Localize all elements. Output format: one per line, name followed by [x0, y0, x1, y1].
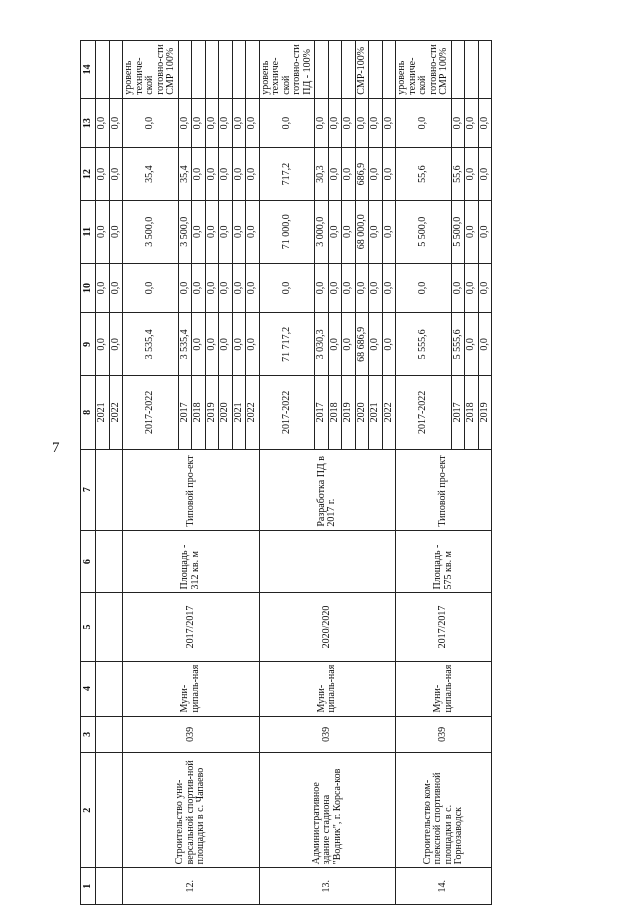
- value-cell: 0,0: [342, 263, 356, 313]
- project-period: 2020/2020: [259, 593, 396, 661]
- value-cell: 0,0: [355, 263, 369, 313]
- value-cell: 0,0: [96, 263, 110, 313]
- project-ownership: Муни-ципаль-ная: [123, 661, 260, 716]
- year-cell: 2021: [96, 376, 110, 449]
- value-cell: 3 030,3: [315, 313, 329, 376]
- year-cell: 2017: [315, 376, 329, 449]
- header-cell: 6: [81, 530, 96, 593]
- value-cell: 0,0: [342, 98, 356, 148]
- note-cell: уровень техниче-ской готовно-сти ПД - 100%: [259, 41, 315, 99]
- value-cell: 0,0: [328, 313, 342, 376]
- value-cell: 0,0: [123, 263, 179, 313]
- table-body: [81, 41, 492, 905]
- year-cell: 2020: [219, 376, 233, 449]
- value-cell: 0,0: [369, 98, 383, 148]
- table-row: [96, 41, 110, 905]
- value-cell: 0,0: [355, 98, 369, 148]
- value-cell: 0,0: [465, 263, 479, 313]
- year-cell: 2022: [246, 376, 260, 449]
- value-cell: 717,2: [259, 148, 315, 200]
- value-cell: 0,0: [342, 313, 356, 376]
- value-cell: 30,3: [315, 148, 329, 200]
- year-cell: 2019: [478, 376, 492, 449]
- value-cell: 3 000,0: [315, 200, 329, 263]
- value-cell: 0,0: [232, 98, 246, 148]
- value-cell: 0,0: [192, 98, 206, 148]
- year-cell: 2017-2022: [259, 376, 315, 449]
- header-cell: 2: [81, 753, 96, 868]
- project-code: 039: [123, 716, 260, 753]
- value-cell: 0,0: [451, 98, 465, 148]
- year-cell: 2019: [205, 376, 219, 449]
- header-cell: 13: [81, 98, 96, 148]
- value-cell: 0,0: [478, 148, 492, 200]
- table-row: [123, 41, 179, 905]
- value-cell: 68 000,0: [355, 200, 369, 263]
- value-cell: 35,4: [123, 148, 179, 200]
- value-cell: 0,0: [109, 200, 123, 263]
- project-code: 039: [396, 716, 492, 753]
- value-cell: 0,0: [369, 263, 383, 313]
- value-cell: 0,0: [328, 148, 342, 200]
- year-cell: 2022: [109, 376, 123, 449]
- value-cell: 3 500,0: [123, 200, 179, 263]
- value-cell: 0,0: [396, 98, 452, 148]
- value-cell: 0,0: [259, 98, 315, 148]
- value-cell: 0,0: [96, 148, 110, 200]
- year-cell: 2017: [178, 376, 192, 449]
- value-cell: 0,0: [369, 148, 383, 200]
- value-cell: 0,0: [382, 98, 396, 148]
- value-cell: 5 555,6: [451, 313, 465, 376]
- header-cell: 7: [81, 449, 96, 530]
- value-cell: 71 717,2: [259, 313, 315, 376]
- value-cell: 0,0: [246, 263, 260, 313]
- value-cell: 0,0: [232, 263, 246, 313]
- project-name: Строительство уни-версальной спортив-ной площадки в с. Чапаево: [123, 753, 260, 868]
- note-cell: [205, 41, 219, 99]
- project-code: 039: [259, 716, 396, 753]
- value-cell: 0,0: [232, 313, 246, 376]
- value-cell: 0,0: [219, 313, 233, 376]
- note-cell: [109, 41, 123, 99]
- header-cell: 5: [81, 593, 96, 661]
- value-cell: 0,0: [96, 313, 110, 376]
- page-number: 7: [52, 440, 60, 456]
- empty-cell: [96, 530, 123, 593]
- value-cell: 0,0: [478, 263, 492, 313]
- note-cell: [246, 41, 260, 99]
- project-docs: Типовой про-ект: [123, 449, 260, 530]
- value-cell: 0,0: [96, 98, 110, 148]
- note-cell: уровень техниче-ской готовно-сти СМР 100%: [396, 41, 452, 99]
- year-cell: 2020: [355, 376, 369, 449]
- value-cell: 0,0: [219, 148, 233, 200]
- empty-cell: [96, 661, 123, 716]
- year-cell: 2021: [369, 376, 383, 449]
- year-cell: 2017: [451, 376, 465, 449]
- value-cell: 0,0: [369, 313, 383, 376]
- note-cell: [342, 41, 356, 99]
- value-cell: 0,0: [219, 263, 233, 313]
- value-cell: 5 555,6: [396, 313, 452, 376]
- value-cell: 0,0: [109, 98, 123, 148]
- value-cell: 3 535,4: [123, 313, 179, 376]
- value-cell: 0,0: [382, 148, 396, 200]
- value-cell: 3 535,4: [178, 313, 192, 376]
- empty-cell: [96, 716, 123, 753]
- year-cell: 2018: [328, 376, 342, 449]
- project-capacity: [259, 530, 396, 593]
- value-cell: 0,0: [259, 263, 315, 313]
- header-cell: 8: [81, 376, 96, 449]
- value-cell: 0,0: [205, 98, 219, 148]
- value-cell: 0,0: [246, 313, 260, 376]
- header-cell: 1: [81, 868, 96, 905]
- project-number: 12.: [123, 868, 260, 905]
- value-cell: 0,0: [192, 200, 206, 263]
- note-cell: [451, 41, 465, 99]
- value-cell: 5 500,0: [451, 200, 465, 263]
- project-name: Административное здание стадиона "Водник", г. Корса-ков: [259, 753, 396, 868]
- table-row: [396, 41, 452, 905]
- project-period: 2017/2017: [396, 593, 492, 661]
- empty-cell: [96, 868, 123, 905]
- year-cell: 2018: [465, 376, 479, 449]
- value-cell: 0,0: [246, 200, 260, 263]
- value-cell: 0,0: [465, 200, 479, 263]
- value-cell: 0,0: [232, 200, 246, 263]
- value-cell: 35,4: [178, 148, 192, 200]
- value-cell: 3 500,0: [178, 200, 192, 263]
- value-cell: 0,0: [205, 148, 219, 200]
- project-docs: Разработка ПД в 2017 г.: [259, 449, 396, 530]
- note-cell: [382, 41, 396, 99]
- value-cell: 0,0: [369, 200, 383, 263]
- value-cell: 0,0: [396, 263, 452, 313]
- value-cell: 0,0: [192, 313, 206, 376]
- project-capacity: Площадь - 575 кв. м: [396, 530, 492, 593]
- note-cell: [465, 41, 479, 99]
- value-cell: 0,0: [205, 313, 219, 376]
- value-cell: 0,0: [178, 98, 192, 148]
- project-period: 2017/2017: [123, 593, 260, 661]
- value-cell: 0,0: [205, 200, 219, 263]
- note-cell: уровень техниче-ской готовно-сти СМР 100%: [123, 41, 179, 99]
- note-cell: [232, 41, 246, 99]
- note-cell: [192, 41, 206, 99]
- value-cell: 0,0: [178, 263, 192, 313]
- empty-cell: [96, 449, 123, 530]
- note-cell: [328, 41, 342, 99]
- value-cell: 0,0: [109, 313, 123, 376]
- value-cell: 0,0: [232, 148, 246, 200]
- project-docs: Типовой про-ект: [396, 449, 492, 530]
- year-cell: 2017-2022: [123, 376, 179, 449]
- value-cell: 0,0: [478, 313, 492, 376]
- value-cell: 0,0: [205, 263, 219, 313]
- year-cell: 2017-2022: [396, 376, 452, 449]
- project-number: 14.: [396, 868, 492, 905]
- table-row: [259, 41, 315, 905]
- value-cell: 0,0: [465, 148, 479, 200]
- header-cell: 12: [81, 148, 96, 200]
- header-cell: 3: [81, 716, 96, 753]
- year-cell: 2019: [342, 376, 356, 449]
- value-cell: 0,0: [328, 263, 342, 313]
- value-cell: 0,0: [96, 200, 110, 263]
- value-cell: 0,0: [123, 98, 179, 148]
- year-cell: 2018: [192, 376, 206, 449]
- investment-table: [80, 40, 492, 905]
- header-cell: 11: [81, 200, 96, 263]
- value-cell: 55,6: [396, 148, 452, 200]
- note-cell: [96, 41, 110, 99]
- value-cell: 0,0: [315, 263, 329, 313]
- empty-cell: [96, 593, 123, 661]
- value-cell: 0,0: [315, 98, 329, 148]
- value-cell: 0,0: [478, 200, 492, 263]
- value-cell: 71 000,0: [259, 200, 315, 263]
- header-cell: 9: [81, 313, 96, 376]
- value-cell: 0,0: [382, 313, 396, 376]
- value-cell: 0,0: [246, 148, 260, 200]
- note-cell: СМР-100%: [355, 41, 369, 99]
- header-cell: 10: [81, 263, 96, 313]
- project-ownership: Муни-ципаль-ная: [259, 661, 396, 716]
- value-cell: 0,0: [109, 263, 123, 313]
- year-cell: 2021: [232, 376, 246, 449]
- value-cell: 0,0: [382, 263, 396, 313]
- empty-cell: [96, 753, 123, 868]
- header-cell: 4: [81, 661, 96, 716]
- project-name: Строительство ком-плексной спортивной площадки в с. Горнозаводск: [396, 753, 492, 868]
- note-cell: [478, 41, 492, 99]
- header-row: [81, 41, 96, 905]
- value-cell: 0,0: [451, 263, 465, 313]
- value-cell: 0,0: [382, 200, 396, 263]
- value-cell: 0,0: [328, 98, 342, 148]
- value-cell: 55,6: [451, 148, 465, 200]
- project-capacity: Площадь - 312 кв. м: [123, 530, 260, 593]
- value-cell: 0,0: [328, 200, 342, 263]
- value-cell: 5 500,0: [396, 200, 452, 263]
- note-cell: [315, 41, 329, 99]
- rotated-sheet: [80, 0, 620, 905]
- year-cell: 2022: [382, 376, 396, 449]
- note-cell: [369, 41, 383, 99]
- value-cell: 0,0: [478, 98, 492, 148]
- value-cell: 0,0: [109, 148, 123, 200]
- value-cell: 0,0: [465, 98, 479, 148]
- project-number: 13.: [259, 868, 396, 905]
- value-cell: 0,0: [465, 313, 479, 376]
- header-cell: 14: [81, 41, 96, 99]
- value-cell: 0,0: [342, 200, 356, 263]
- value-cell: 0,0: [192, 148, 206, 200]
- note-cell: [219, 41, 233, 99]
- value-cell: 68 686,9: [355, 313, 369, 376]
- value-cell: 0,0: [219, 200, 233, 263]
- value-cell: 686,9: [355, 148, 369, 200]
- value-cell: 0,0: [219, 98, 233, 148]
- value-cell: 0,0: [342, 148, 356, 200]
- note-cell: [178, 41, 192, 99]
- value-cell: 0,0: [192, 263, 206, 313]
- project-ownership: Муни-ципаль-ная: [396, 661, 492, 716]
- value-cell: 0,0: [246, 98, 260, 148]
